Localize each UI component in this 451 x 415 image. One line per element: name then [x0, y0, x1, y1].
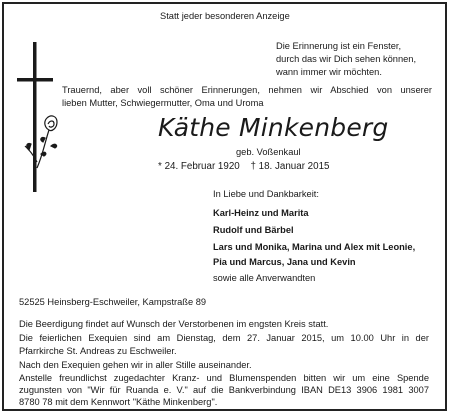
exequien-line-1: Die feierlichen Exequien sind am Dienstag, dem 27. Januar 2015, um 10.00 Uhr in der	[19, 333, 429, 343]
mourners-intro: In Liebe und Dankbarkeit:	[213, 189, 319, 199]
donation-line-1: Anstelle freundlichst zugedachter Kranz- und Blumenspenden bitten wir um eine Spende	[19, 373, 429, 383]
birth-date: 24. Februar 1920	[164, 161, 240, 172]
intro-line-2: lieben Mutter, Schwiegermutter, Oma und Uroma	[62, 98, 264, 108]
donation-line-3: 8780 78 mit dem Kennwort "Käthe Minkenberg".	[19, 397, 218, 407]
burial-text: Die Beerdigung findet auf Wunsch der Verstorbenen im engsten Kreis statt.	[19, 319, 329, 329]
birth-symbol: *	[158, 161, 162, 172]
silence-text: Nach den Exequien gehen wir in aller Stille auseinander.	[19, 360, 252, 370]
exequien-line-2: Pfarrkirche St. Andreas zu Eschweiler.	[19, 346, 177, 356]
address: 52525 Heinsberg-Eschweiler, Kampstraße 89	[19, 297, 207, 307]
quote-line-1: Die Erinnerung ist ein Fenster,	[276, 41, 402, 51]
donation-line-2: zugunsten von "Wir für Ruanda e. V." auf die Bankverbindung IBAN DE13 3906 1981 3007	[19, 385, 429, 395]
cross-with-rose-icon	[15, 42, 65, 192]
quote-line-3: wann immer wir möchten.	[276, 67, 382, 77]
mourners-closing: sowie alle Anverwandten	[213, 273, 316, 283]
life-dates	[158, 161, 329, 173]
intro-line-1: Trauernd, aber voll schöner Erinnerungen, nehmen wir Abschied von unserer	[62, 85, 432, 95]
mourner-line-1: Karl-Heinz und Marita	[213, 208, 309, 218]
maiden-name: geb. Voßenkaul	[236, 147, 301, 157]
mourner-line-3: Lars und Monika, Marina und Alex mit Leonie,	[213, 242, 416, 252]
notice-headline: Statt jeder besonderen Anzeige	[160, 11, 290, 21]
death-symbol: †	[250, 161, 256, 172]
mourner-line-2: Rudolf und Bärbel	[213, 225, 294, 235]
mourner-line-4: Pia und Marcus, Jana und Kevin	[213, 257, 356, 267]
quote-line-2: durch das wir Dich sehen können,	[276, 54, 417, 64]
deceased-name: Käthe Minkenberg	[158, 113, 389, 142]
death-date: 18. Januar 2015	[258, 161, 330, 172]
